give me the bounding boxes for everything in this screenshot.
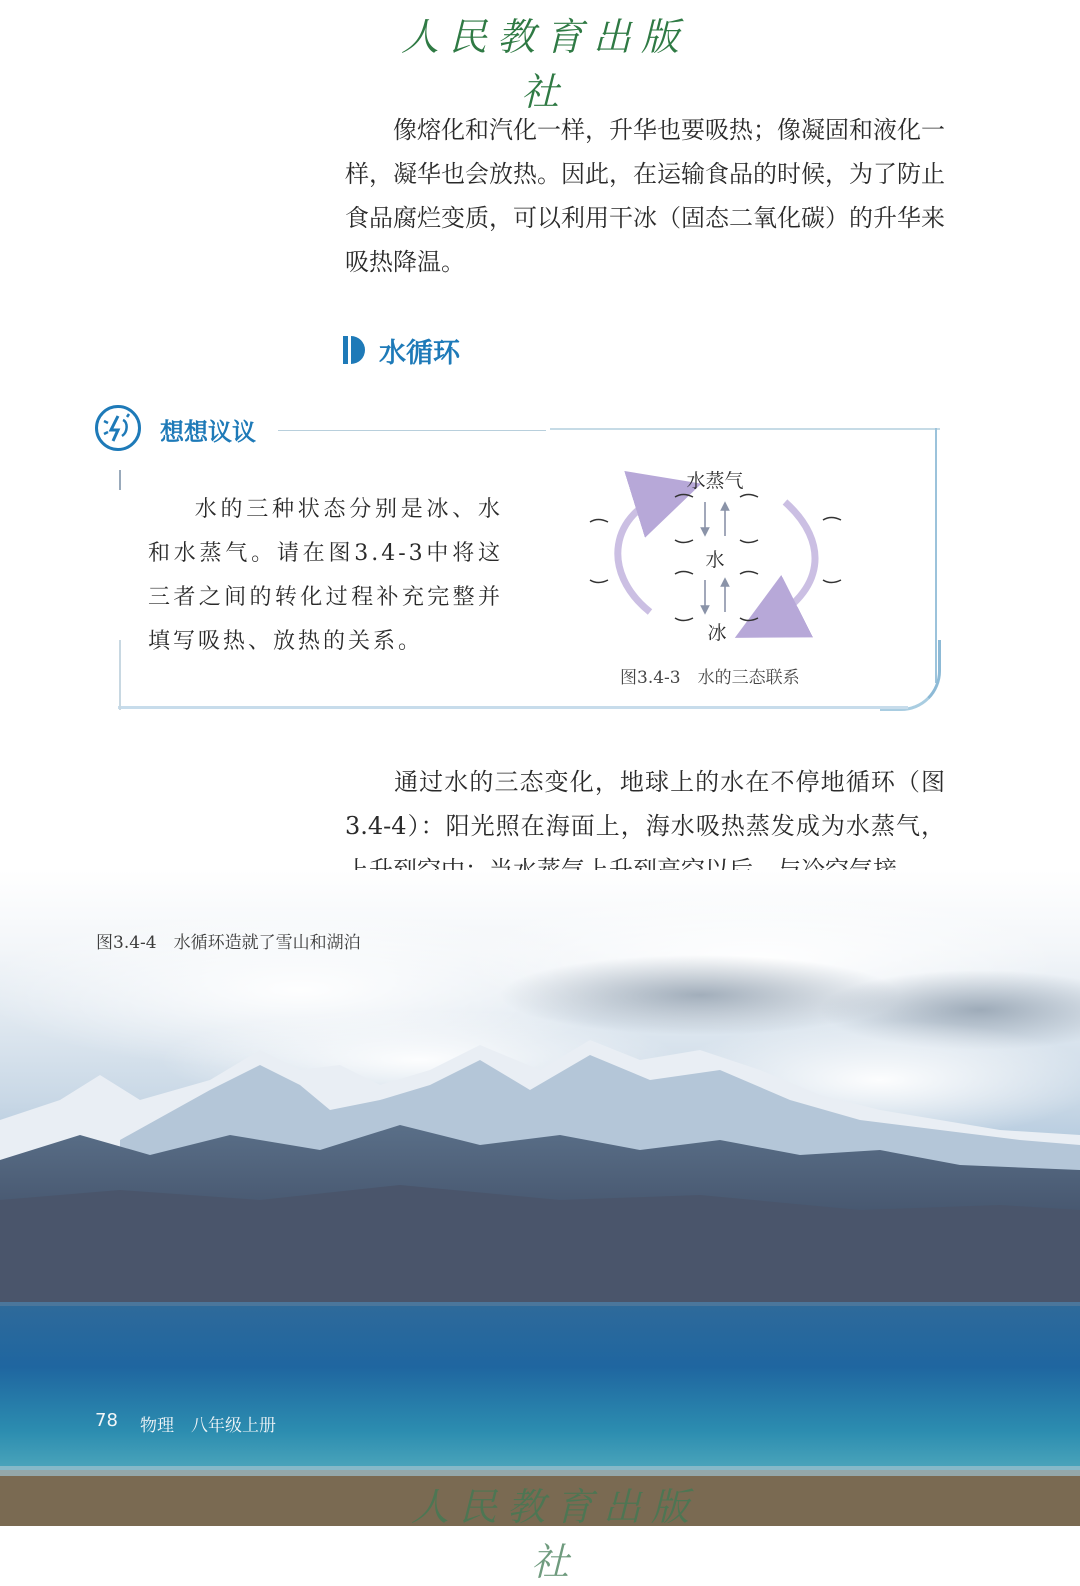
section-title: 水循环: [379, 337, 460, 369]
section-heading: [343, 330, 460, 370]
think-box-border-bottom: [118, 706, 908, 709]
book-title: 物理 八年级上册: [140, 1416, 276, 1436]
think-discuss-label: 想想议议: [160, 418, 256, 446]
think-box-top-rule: [278, 430, 546, 431]
paragraph-water-cycle-text: 通过水的三态变化，地球上的水在不停地循环（图3.4-4）：阳光照在海面上，海水吸热蒸发成为水蒸气，: [345, 768, 945, 840]
figure-caption-3-4-3: 图3.4-3 水的三态联系: [620, 668, 800, 688]
section-marker-icon: [343, 336, 365, 364]
lightbulb-think-icon: [95, 405, 141, 451]
label-water-vapor: 水蒸气: [686, 470, 744, 492]
paragraph-sublimation-text: 像熔化和汽化一样，升华也要吸热；像凝固和液化一样，凝华也会放热。因此，在运输食品的时候，为了防止食品腐烂变质，可以利用干冰（固态二氧化碳）的升华来吸热降温。: [345, 116, 945, 276]
label-water: 水: [705, 549, 725, 571]
publisher-watermark-top: 人民教育出版社: [400, 15, 689, 114]
think-box-top-rule-right: [550, 428, 940, 430]
label-ice: 冰: [707, 622, 727, 642]
paragraph-sublimation: [345, 108, 945, 284]
think-box-border-left-lower: [119, 640, 121, 710]
right-arc-arrow: [766, 502, 815, 622]
think-discuss-text: [148, 488, 503, 664]
page-number: 78: [95, 1410, 118, 1431]
think-box-corner: [880, 640, 941, 711]
think-discuss-body: 水的三种状态分别是冰、水和水蒸气。请在图3.4-3中将这三者之间的转化过程补充完整并填写吸热、放热的关系。: [148, 497, 503, 654]
think-box-border-left: [119, 470, 121, 490]
water-three-states-diagram: [580, 462, 850, 642]
left-arc-arrow: [618, 494, 668, 612]
publisher-watermark-bottom: 人民教育出版社: [410, 1485, 699, 1584]
figure-caption-3-4-4: 图3.4-4 水循环造就了雪山和湖泊: [96, 933, 361, 953]
